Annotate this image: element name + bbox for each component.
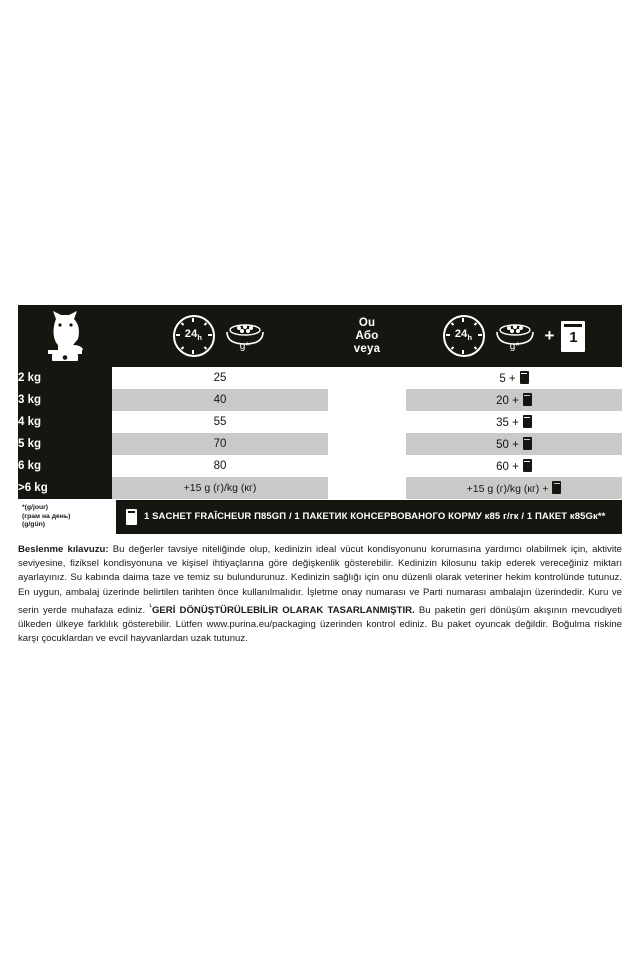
row-or-spacer xyxy=(328,477,406,499)
row-mixed: 35 + xyxy=(406,411,622,433)
kibble-bowl-icon-left xyxy=(222,321,268,351)
pouch-icon xyxy=(552,481,561,494)
row-or-spacer xyxy=(328,455,406,477)
pouch-icon xyxy=(520,371,529,384)
row-or-spacer xyxy=(328,433,406,455)
pouch-icon xyxy=(523,437,532,450)
table-row xyxy=(18,477,622,499)
row-weight: 4 kg xyxy=(18,411,112,433)
recycle-statement: GERİ DÖNÜŞTÜRÜLEBİLİR OLARAK TASARLANMIŞTIR. xyxy=(151,605,415,616)
plus-sign: + xyxy=(544,326,555,345)
or-line-uk: Або xyxy=(355,329,379,342)
row-dry-only: +15 g (г)/kg (кг) xyxy=(183,482,257,494)
paragraph-lead: Beslenme kılavuzu: xyxy=(18,544,109,555)
cat-on-scale-icon xyxy=(42,309,88,363)
footer-note-line-tr: (g/gün) xyxy=(22,521,46,528)
clock-label-left: $24_h$ xyxy=(184,328,203,343)
footer-pouch-note xyxy=(116,500,622,534)
row-mixed: 5 + xyxy=(406,367,622,389)
row-weight: 6 kg xyxy=(18,455,112,477)
table-row xyxy=(18,411,622,433)
header-mixed-cell xyxy=(406,305,622,367)
row-weight: 3 kg xyxy=(18,389,112,411)
row-mixed: 60 + xyxy=(406,455,622,477)
row-mixed: 20 + xyxy=(406,389,622,411)
row-weight: 5 kg xyxy=(18,433,112,455)
clock-24h-icon-left xyxy=(173,315,215,357)
row-or-spacer xyxy=(328,411,406,433)
or-line-tr: veya xyxy=(353,342,381,355)
paragraph-body: Bu değerler tavsiye niteliğinde olup, kedinizin ideal vücut kondisyonunu korumasına yardımcı olabilmek için, aktivite seviyesine, fiziksel kondisyonuna ve kişisel ihtiyaçlarına göre değişkenlik gösterebilir. Kedinizin kilosunu takip ederek vereceğiniz miktarı ayarlayınız. Su kabında daima taze ve temiz su bulundurunuz. Kedinizin sağlığı için onu düzenli olarak veteriner hekim kontrolünde tutunuz. En uygun, ambalaj üzerinde belirtilen tarihten önce kullanılmalıdır. İşletme onay numarası ve Parti numarası ambalajın üzerindedir. Kuru ve serin yerde muhafaza ediniz. xyxy=(18,544,622,616)
row-dry-only: 80 xyxy=(213,460,227,472)
clock-label-right: $24_h$ xyxy=(454,328,473,343)
table-row xyxy=(18,389,622,411)
pouch-icon-header xyxy=(561,321,585,352)
pouch-icon xyxy=(523,459,532,472)
pouch-icon-footer xyxy=(126,509,137,525)
table-header-row xyxy=(18,305,622,367)
footer-note-line-uk: (грам на день) xyxy=(22,512,71,520)
row-dry-only: 40 xyxy=(213,394,227,406)
row-dry-only: 55 xyxy=(213,416,227,428)
feeding-table xyxy=(18,305,622,499)
clock-24h-icon-right xyxy=(443,315,485,357)
row-or-spacer xyxy=(328,389,406,411)
row-weight: >6 kg xyxy=(18,477,112,499)
kibble-bowl-icon-right xyxy=(492,321,538,351)
recycle-marker: ¹ xyxy=(149,601,152,611)
header-dry-only-cell xyxy=(112,305,328,367)
row-dry-only: 70 xyxy=(213,438,227,450)
table-row xyxy=(18,433,622,455)
row-mixed: 50 + xyxy=(406,433,622,455)
feeding-guide-sheet xyxy=(18,305,622,534)
row-mixed: +15 g (г)/kg (кг) + xyxy=(406,477,622,499)
paragraph-body-2: Bu paketin geri dönüşüm akışının mevcudiyeti ülkeden ülkeye farklılık gösterebilir. Lütfen www.purina.eu/packaging üzerinden kontrol ediniz. Bu paket oyuncak değildir. Boğulma riskine karşı çocuklardan ve evcil hayvanlardan uzak tutunuz. xyxy=(18,605,622,645)
table-row xyxy=(18,455,622,477)
bowl-unit-right: g* xyxy=(509,341,520,352)
header-or-cell xyxy=(328,305,406,367)
footer-pouch-text: 1 SACHET FRAÎCHEUR П85GП / 1 ПАКЕТИК КОНСЕРВОВАНОГО КОРМУ к85 г/гк / 1 ПАКЕТ к85Gк** xyxy=(144,511,606,523)
pouch-icon xyxy=(523,415,532,428)
table-footer xyxy=(18,499,622,534)
bowl-unit-left: g* xyxy=(239,341,250,352)
or-line-fr: Ou xyxy=(358,316,376,329)
footer-unit-note xyxy=(18,500,116,534)
row-dry-only: 25 xyxy=(213,372,227,384)
row-or-spacer xyxy=(328,367,406,389)
row-weight: 2 kg xyxy=(18,367,112,389)
table-row xyxy=(18,367,622,389)
pouch-count: 1 xyxy=(569,328,578,346)
pouch-icon xyxy=(523,393,532,406)
header-cat-cell xyxy=(18,305,112,367)
footer-note-line-fr: *(g/jour) xyxy=(22,504,49,511)
feeding-instructions-paragraph xyxy=(18,543,622,647)
